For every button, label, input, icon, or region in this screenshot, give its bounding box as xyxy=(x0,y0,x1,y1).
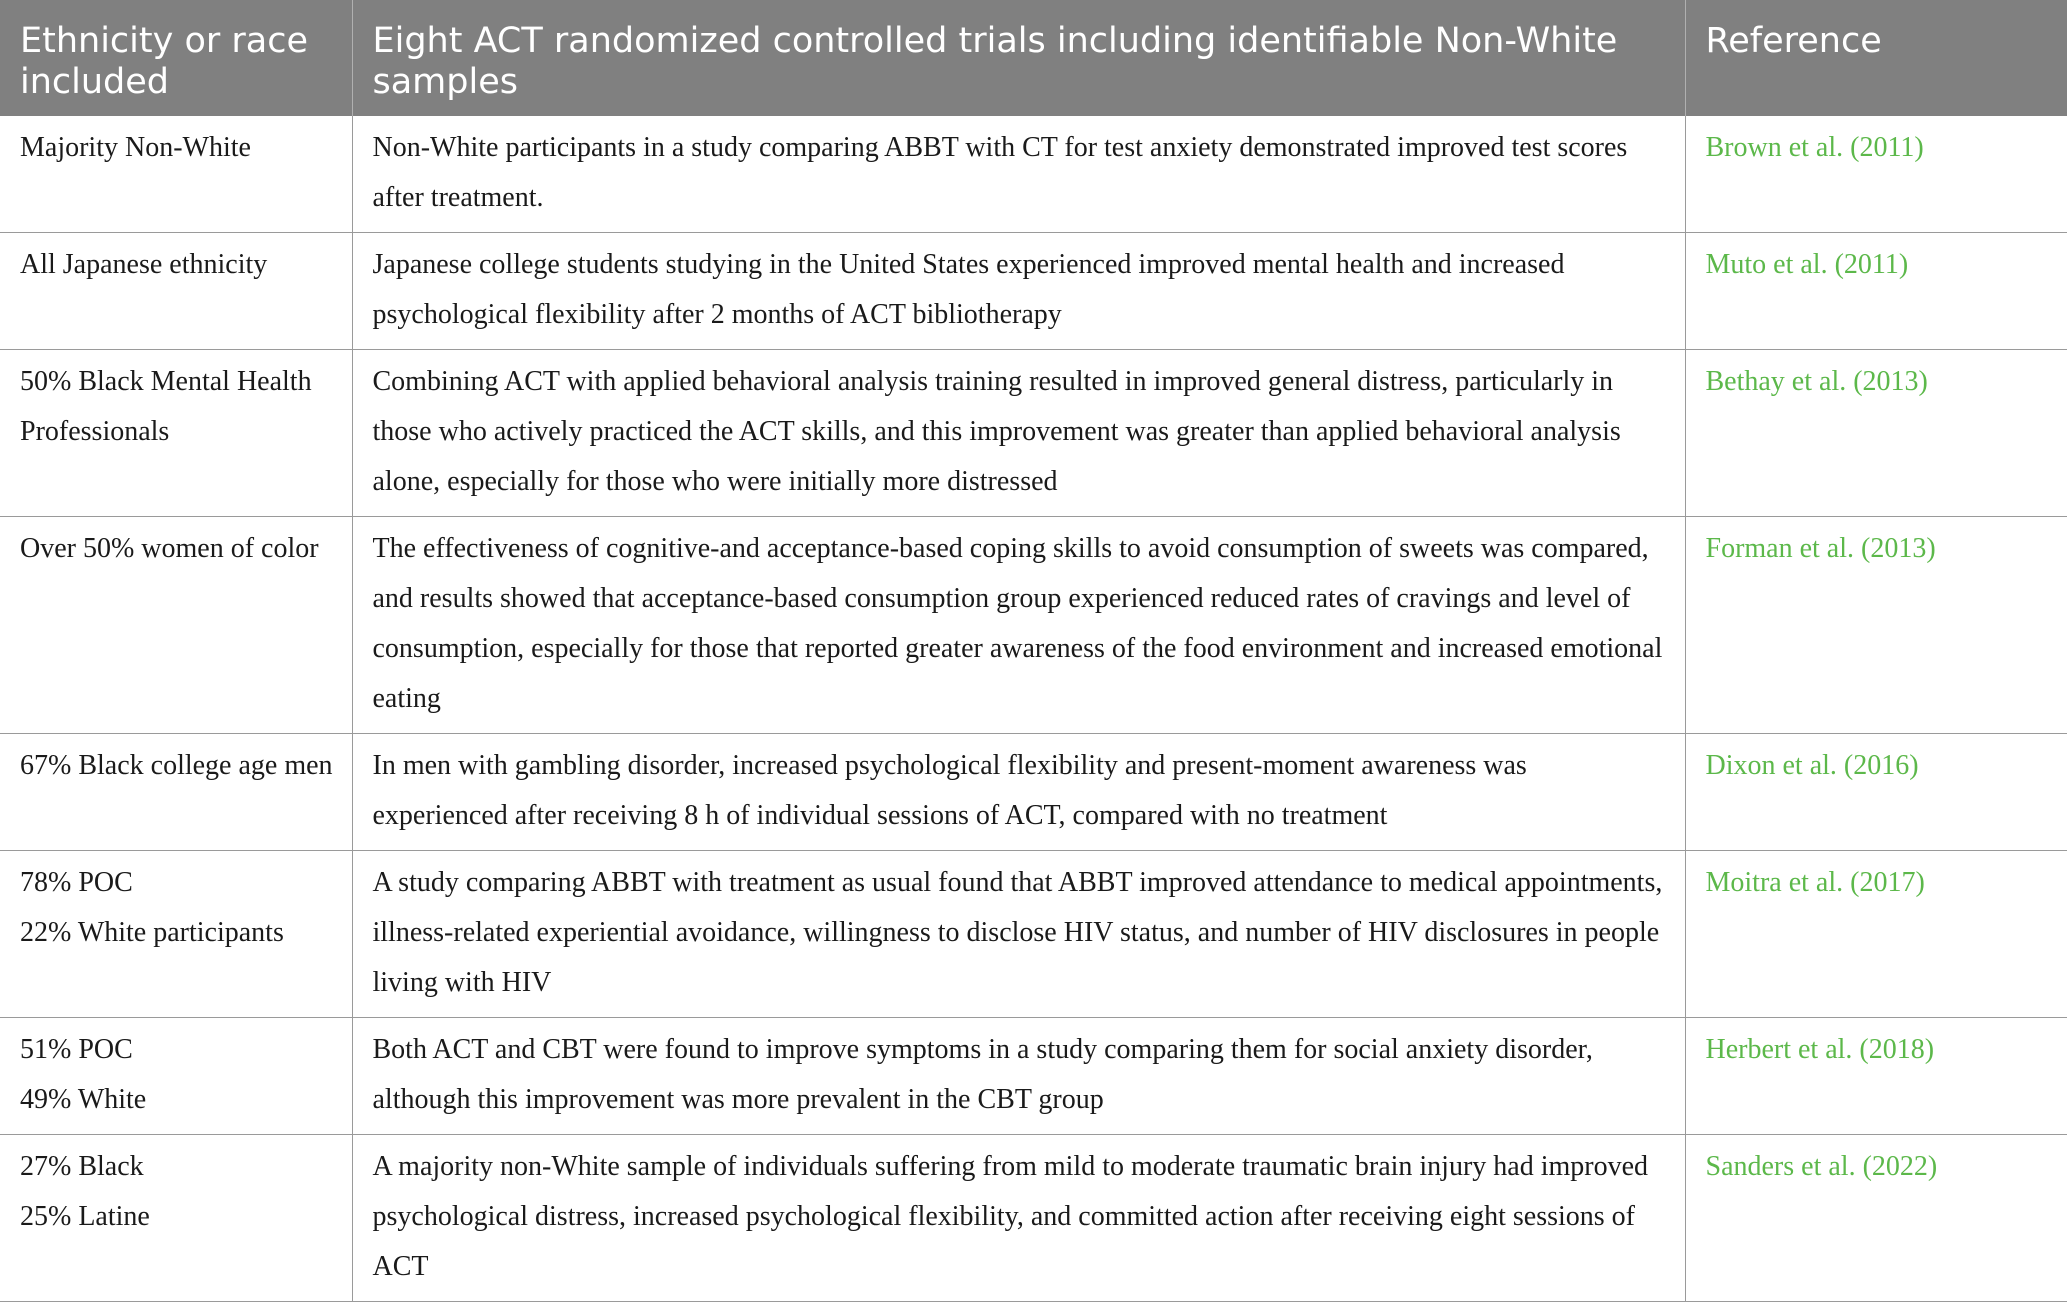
table-body xyxy=(0,116,2067,1302)
description-cell: A majority non-White sample of individuals suffering from mild to moderate traumatic brain injury had improved psychological distress, increased psychological flexibility, and committed action after receiving eight sessions of ACT xyxy=(352,1135,1685,1302)
ethnicity-cell xyxy=(0,734,352,851)
ethnicity-cell xyxy=(0,233,352,350)
ethnicity-cell xyxy=(0,851,352,1018)
table-row xyxy=(0,734,2067,851)
ethnicity-cell xyxy=(0,1135,352,1302)
ethnicity-line: 78% POC xyxy=(20,867,133,898)
ethnicity-cell xyxy=(0,1018,352,1135)
ethnicity-cell xyxy=(0,350,352,517)
reference-link[interactable]: Brown et al. (2011) xyxy=(1685,116,2067,233)
table-header xyxy=(0,0,2067,116)
reference-link[interactable]: Moitra et al. (2017) xyxy=(1685,851,2067,1018)
reference-link[interactable]: Muto et al. (2011) xyxy=(1685,233,2067,350)
table-row xyxy=(0,233,2067,350)
table-row xyxy=(0,517,2067,734)
reference-link[interactable]: Forman et al. (2013) xyxy=(1685,517,2067,734)
description-cell: Japanese college students studying in the United States experienced improved mental health and increased psychological flexibility after 2 months of ACT bibliotherapy xyxy=(352,233,1685,350)
ethnicity-line: Over 50% women of color xyxy=(20,533,319,564)
ethnicity-line: 22% White participants xyxy=(20,917,284,948)
description-cell: Both ACT and CBT were found to improve symptoms in a study comparing them for social anxiety disorder, although this improvement was more prevalent in the CBT group xyxy=(352,1018,1685,1135)
reference-link[interactable]: Sanders et al. (2022) xyxy=(1685,1135,2067,1302)
ethnicity-line: 27% Black xyxy=(20,1151,144,1182)
table-row xyxy=(0,1018,2067,1135)
ethnicity-cell xyxy=(0,517,352,734)
table-row xyxy=(0,851,2067,1018)
description-cell: In men with gambling disorder, increased psychological flexibility and present-moment awareness was experienced after receiving 8 h of individual sessions of ACT, compared with no treatment xyxy=(352,734,1685,851)
description-cell: Non-White participants in a study comparing ABBT with CT for test anxiety demonstrated improved test scores after treatment. xyxy=(352,116,1685,233)
description-cell: Combining ACT with applied behavioral analysis training resulted in improved general distress, particularly in those who actively practiced the ACT skills, and this improvement was greater than applied behavioral analysis alone, especially for those who were initially more distressed xyxy=(352,350,1685,517)
header-trials: Eight ACT randomized controlled trials including identifiable Non-White samples xyxy=(352,0,1685,116)
description-cell: A study comparing ABBT with treatment as usual found that ABBT improved attendance to medical appointments, illness-related experiential avoidance, willingness to disclose HIV status, and number of HIV disclosures in people living with HIV xyxy=(352,851,1685,1018)
ethnicity-line: 51% POC xyxy=(20,1034,133,1065)
ethnicity-line: 67% Black college age men xyxy=(20,750,333,781)
reference-link[interactable]: Bethay et al. (2013) xyxy=(1685,350,2067,517)
table-row xyxy=(0,350,2067,517)
header-row xyxy=(0,0,2067,116)
reference-link[interactable]: Dixon et al. (2016) xyxy=(1685,734,2067,851)
reference-link[interactable]: Herbert et al. (2018) xyxy=(1685,1018,2067,1135)
description-cell: The effectiveness of cognitive-and acceptance-based coping skills to avoid consumption of sweets was compared, and results showed that acceptance-based consumption group experienced reduced rates of cravings and level of consumption, especially for those that reported greater awareness of the food environment and increased emotional eating xyxy=(352,517,1685,734)
table-row xyxy=(0,1135,2067,1302)
ethnicity-line: All Japanese ethnicity xyxy=(20,249,268,280)
ethnicity-line: 25% Latine xyxy=(20,1201,150,1232)
ethnicity-line: 50% Black Mental Health Professionals xyxy=(20,366,312,447)
header-reference: Reference xyxy=(1685,0,2067,116)
header-ethnicity: Ethnicity or race included xyxy=(0,0,352,116)
ethnicity-cell xyxy=(0,116,352,233)
ethnicity-line: 49% White xyxy=(20,1084,147,1115)
table-row xyxy=(0,116,2067,233)
ethnicity-line: Majority Non-White xyxy=(20,132,251,163)
